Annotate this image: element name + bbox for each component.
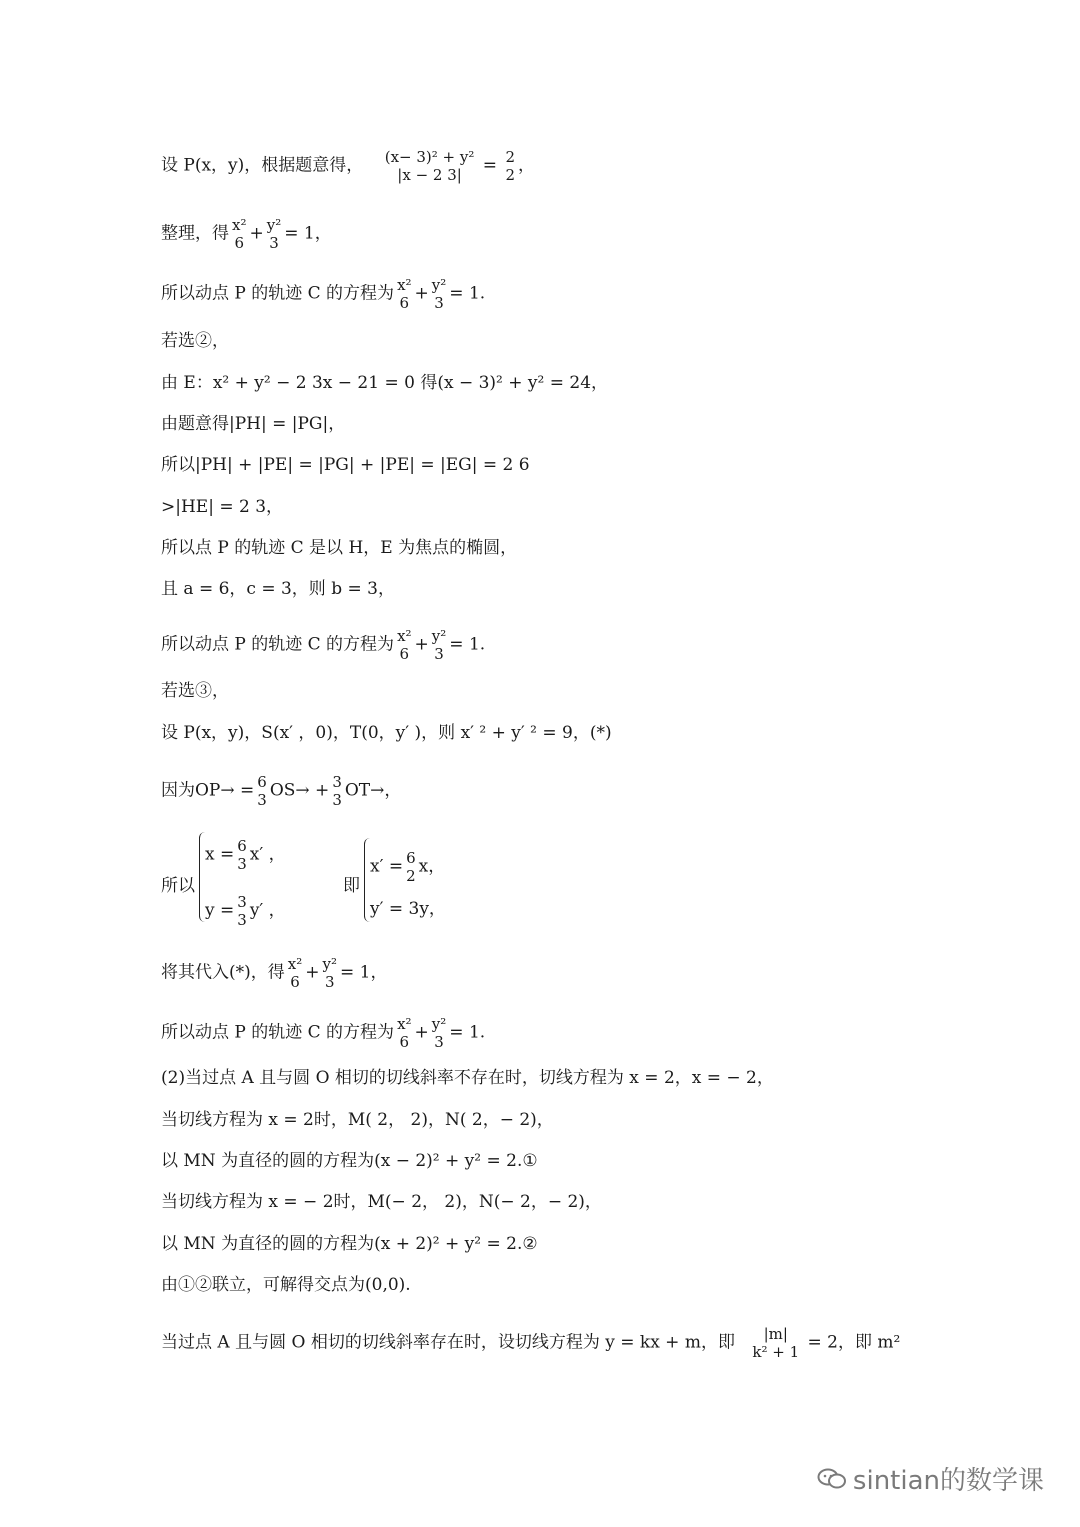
numerator: 6 [406, 849, 416, 867]
text: + [414, 283, 429, 304]
text: = 1， [340, 962, 388, 983]
text: = 1. [449, 1022, 486, 1043]
fraction [255, 773, 269, 809]
text: y = [205, 900, 235, 921]
denominator: 3 [269, 234, 279, 252]
text: + [414, 634, 429, 655]
denominator: 3 [332, 791, 342, 809]
line-13: 设 P(x，y)，S(x′ ，0)，T(0，y′ )，则 x′ ² + y′ ² = 9，(*) [161, 723, 612, 743]
wechat-icon [817, 1468, 847, 1490]
text: x， [418, 856, 446, 877]
fraction [430, 1015, 449, 1051]
text: OS→ + [269, 780, 330, 801]
numerator: 3 [237, 893, 247, 911]
fraction [395, 276, 413, 312]
line-1 [161, 148, 535, 184]
system-eq-1 [205, 837, 286, 873]
numerator: y² [322, 955, 337, 973]
line-11 [161, 627, 485, 663]
fraction [430, 627, 449, 663]
line-21: 以 MN 为直径的圆的方程为(x + 2)² + y² = 2.② [161, 1234, 538, 1254]
fraction [230, 216, 248, 252]
numerator: x² [397, 276, 412, 294]
system-label: 所以 [161, 876, 195, 896]
text: = 2，即 m² [807, 1332, 901, 1353]
text: 因为OP→ = [161, 780, 255, 801]
text: + [414, 1022, 429, 1043]
fraction [404, 849, 418, 885]
numerator: 2 [505, 148, 515, 166]
line-5: 由 E：x² + y² − 2 3x − 21 = 0 得(x − 3)² + y² = 24， [161, 373, 609, 393]
denominator: 3 [237, 855, 247, 873]
line-20: 当切线方程为 x = − 2时，M(− 2， 2)，N(− 2，− 2)， [161, 1192, 602, 1212]
text: x′ = [370, 856, 404, 877]
line-6: 由题意得|PH| = |PG|， [161, 414, 346, 434]
numerator: x² [287, 955, 303, 973]
fraction [383, 148, 477, 184]
text: 所以动点 P 的轨迹 C 的方程为 [161, 634, 395, 655]
text: 所以动点 P 的轨迹 C 的方程为 [161, 1022, 395, 1043]
denominator: k² + 1 [752, 1343, 800, 1361]
line-16 [161, 1015, 485, 1051]
text: 所以动点 P 的轨迹 C 的方程为 [161, 283, 395, 304]
text: = 1， [284, 223, 332, 244]
fraction [265, 216, 284, 252]
line-17: (2)当过点 A 且与圆 O 相切的切线斜率不存在时，切线方程为 x = 2，x = − 2， [161, 1068, 774, 1088]
denominator: 6 [290, 973, 300, 991]
text: 当过点 A 且与圆 O 相切的切线斜率存在时，设切线方程为 y = kx + m，即 [161, 1332, 735, 1353]
line-14 [161, 773, 401, 809]
line-22: 由①②联立，可解得交点为(0,0). [161, 1275, 411, 1295]
denominator: 2 [505, 166, 515, 184]
text: x′ ， [249, 844, 286, 865]
numerator: 3 [332, 773, 342, 791]
denominator: 3 [434, 1033, 444, 1051]
denominator: 6 [399, 294, 410, 312]
line-12: 若选③， [161, 681, 229, 701]
numerator: y² [431, 627, 447, 645]
line-9: 所以点 P 的轨迹 C 是以 H，E 为焦点的椭圆， [161, 538, 518, 558]
numerator: 6 [237, 837, 247, 855]
text: OT→， [344, 780, 402, 801]
text: y′ ， [249, 900, 286, 921]
line-10: 且 a = 6，c = 3，则 b = 3， [161, 579, 395, 599]
text: 将其代入(*)，得 [161, 962, 285, 983]
fraction [503, 148, 517, 184]
numerator: y² [431, 276, 447, 294]
line-8: >|HE| = 2 3， [161, 497, 284, 517]
line-3 [161, 276, 485, 312]
text: + [305, 962, 320, 983]
denominator: 6 [399, 1033, 410, 1051]
denominator: 3 [324, 973, 335, 991]
numerator: 6 [257, 773, 267, 791]
denominator: 3 [257, 791, 267, 809]
fraction [395, 627, 413, 663]
line-7: 所以|PH| + |PE| = |PG| + |PE| = |EG| = 2 6 [161, 455, 530, 475]
system-label-2: 即 [343, 876, 360, 896]
fraction [235, 893, 249, 929]
text: 整理，得 [161, 223, 229, 244]
fraction [330, 773, 344, 809]
line-4: 若选②， [161, 331, 229, 351]
denominator: 3 [434, 645, 444, 663]
fraction [750, 1325, 801, 1361]
fraction [286, 955, 304, 991]
fraction [430, 276, 449, 312]
watermark [817, 1460, 1044, 1497]
text: x = [205, 844, 235, 865]
text: = 1. [449, 283, 486, 304]
fraction [395, 1015, 413, 1051]
text: = 1. [449, 634, 486, 655]
line-23 [161, 1325, 900, 1361]
denominator: 2 [406, 867, 416, 885]
denominator: 6 [234, 234, 245, 252]
text: + [249, 223, 264, 244]
text: = [482, 155, 498, 176]
denominator: 3 [237, 911, 247, 929]
fraction [235, 837, 249, 873]
denominator: 6 [399, 645, 410, 663]
system-eq-2 [205, 893, 286, 929]
line-15 [161, 955, 387, 991]
numerator: (x− 3)² + y² [384, 148, 475, 166]
numerator: y² [266, 216, 282, 234]
text: 设 P(x，y)，根据题意得， [161, 155, 364, 176]
line-2 [161, 216, 332, 252]
numerator: y² [431, 1015, 447, 1033]
denominator: |x − 2 3| [397, 166, 462, 184]
numerator: x² [397, 627, 412, 645]
text: ， [517, 155, 535, 176]
numerator: x² [397, 1015, 412, 1033]
denominator: 3 [434, 294, 444, 312]
line-18: 当切线方程为 x = 2时，M( 2， 2)，N( 2，− 2)， [161, 1110, 554, 1130]
line-19: 以 MN 为直径的圆的方程为(x − 2)² + y² = 2.① [161, 1151, 538, 1171]
system-eq-3 [370, 849, 445, 885]
system-eq-4: y′ = 3y， [370, 899, 446, 919]
fraction [321, 955, 340, 991]
numerator: |m| [763, 1325, 788, 1343]
numerator: x² [232, 216, 247, 234]
watermark-text: sintian的数学课 [852, 1466, 1044, 1496]
